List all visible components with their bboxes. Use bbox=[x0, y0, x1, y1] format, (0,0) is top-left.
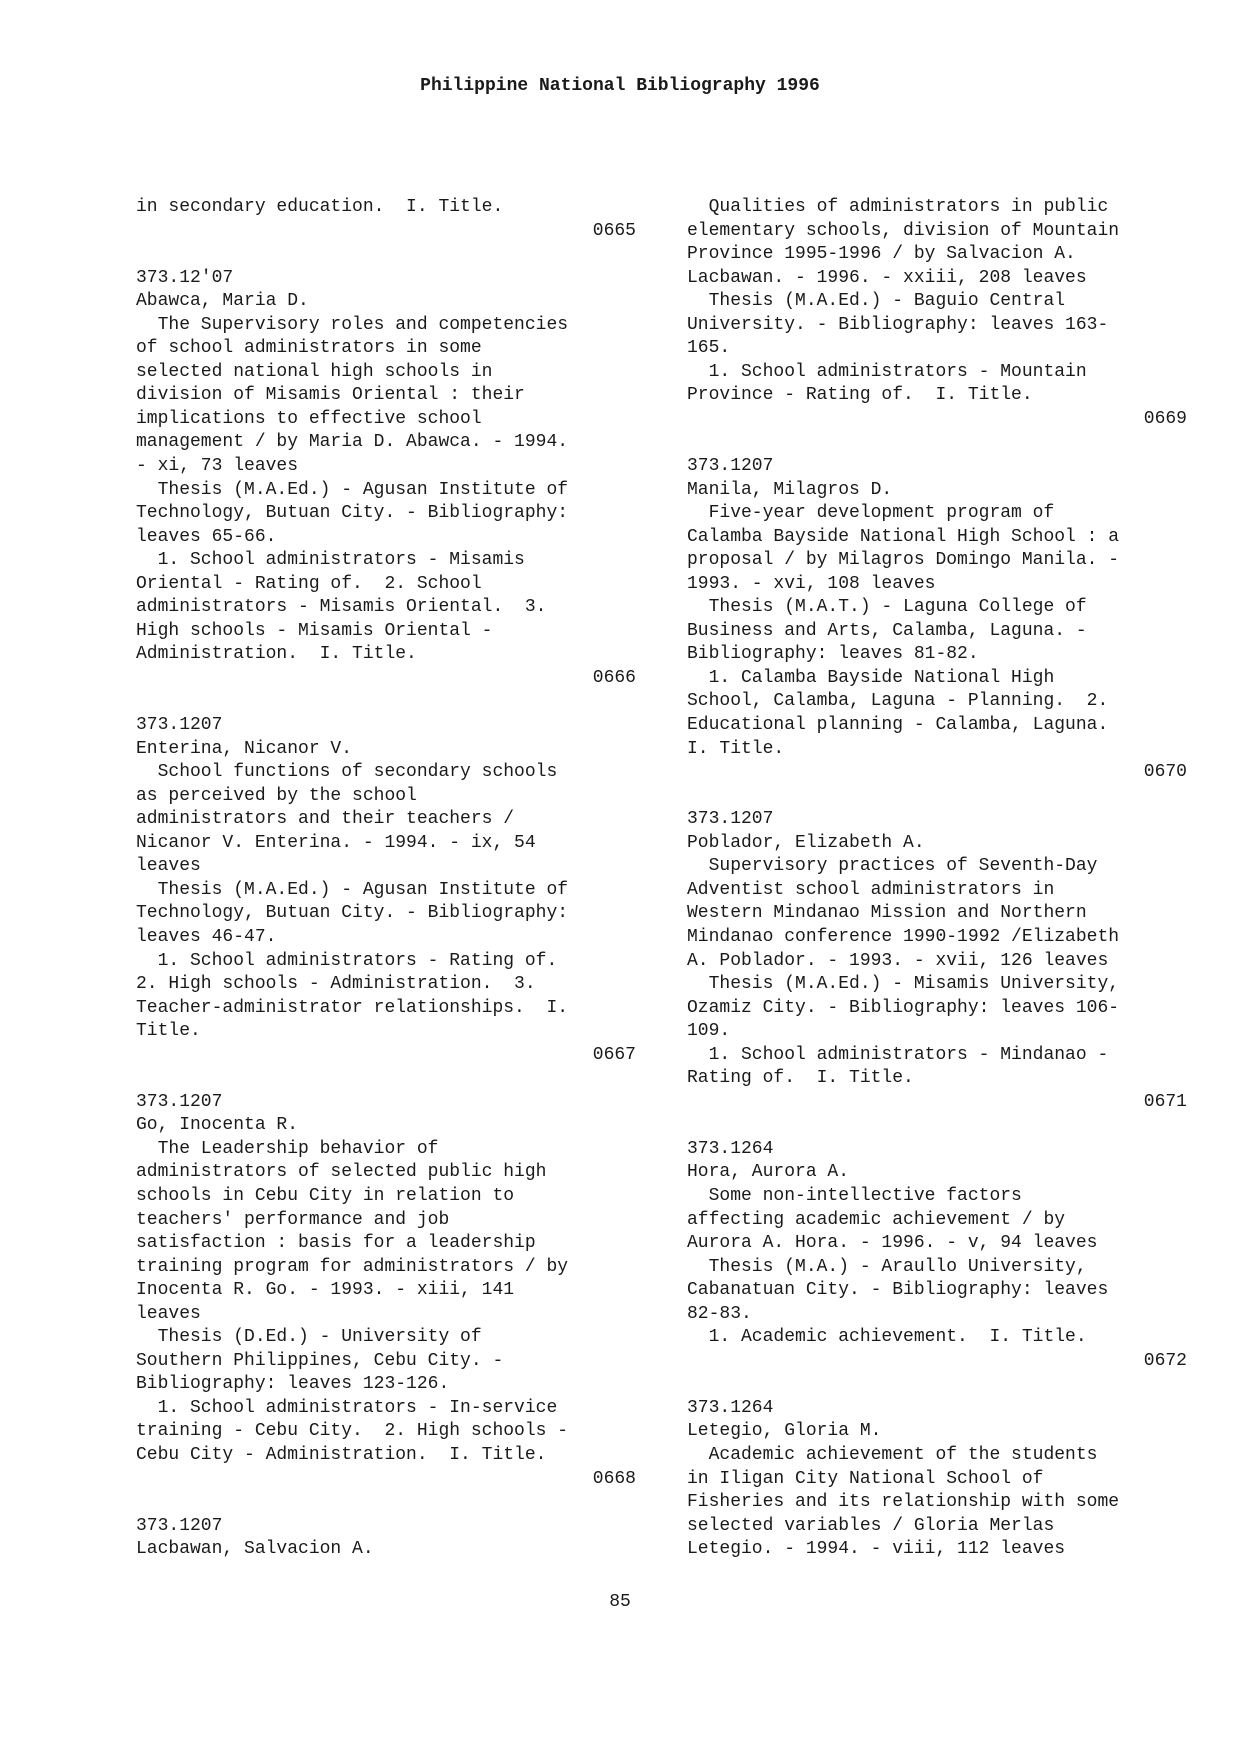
text-line: implications to effective school bbox=[136, 408, 482, 429]
text-line: I. Title. bbox=[687, 738, 785, 759]
entry-number: 0667 bbox=[592, 1044, 636, 1065]
text-line: Province 1995-1996 / by Salvacion A. bbox=[687, 244, 1076, 265]
text-line: School functions of secondary schools bbox=[136, 762, 558, 783]
entry-number: 0669 bbox=[1143, 408, 1187, 429]
text-line: Thesis (M.A.Ed.) - Baguio Central bbox=[687, 291, 1066, 312]
entry-number: 0665 bbox=[592, 220, 636, 241]
text-line: affecting academic achievement / by bbox=[687, 1209, 1066, 1230]
text-line: leaves 65-66. bbox=[136, 526, 277, 547]
text-line: Bibliography: leaves 123-126. bbox=[136, 1374, 450, 1395]
text-line: satisfaction : basis for a leadership bbox=[136, 1233, 536, 1254]
text-line: Inocenta R. Go. - 1993. - xiii, 141 bbox=[136, 1280, 515, 1301]
text-line: training program for administrators / by bbox=[136, 1256, 569, 1277]
text-line: administrators and their teachers / bbox=[136, 809, 515, 830]
blank-line bbox=[687, 785, 1187, 809]
blank-line bbox=[136, 1491, 636, 1515]
page-number: 85 bbox=[609, 1592, 631, 1612]
text-line: School, Calamba, Laguna - Planning. 2. bbox=[687, 691, 1109, 712]
right-column bbox=[687, 196, 1187, 1562]
text-line: schools in Cebu City in relation to bbox=[136, 1185, 515, 1206]
text-line: Cabanatuan City. - Bibliography: leaves bbox=[687, 1280, 1109, 1301]
text-line: training - Cebu City. 2. High schools - bbox=[136, 1421, 569, 1442]
left-column bbox=[136, 196, 636, 1562]
text-line: administrators - Misamis Oriental. 3. bbox=[136, 597, 547, 618]
text-line: Five-year development program of bbox=[687, 503, 1055, 524]
blank-line bbox=[136, 690, 636, 714]
text-line: selected national high schools in bbox=[136, 361, 493, 382]
entry-number: 0670 bbox=[1143, 762, 1187, 783]
text-line: leaves bbox=[136, 856, 201, 877]
text-line: 1. School administrators - In-service bbox=[136, 1397, 558, 1418]
text-line: Technology, Butuan City. - Bibliography: bbox=[136, 903, 569, 924]
blank-line bbox=[687, 431, 1187, 455]
text-line: Manila, Milagros D. bbox=[687, 479, 893, 500]
text-line: The Leadership behavior of bbox=[136, 1138, 439, 1159]
text-line: leaves 46-47. bbox=[136, 926, 277, 947]
text-line: 373.1207 bbox=[136, 1515, 223, 1536]
text-line: Business and Arts, Calamba, Laguna. - bbox=[687, 620, 1087, 641]
text-line: Educational planning - Calamba, Laguna. bbox=[687, 715, 1109, 736]
text-line: division of Misamis Oriental : their bbox=[136, 385, 525, 406]
text-line: Lacbawan, Salvacion A. bbox=[136, 1539, 374, 1560]
text-line: 1. School administrators - Rating of. bbox=[136, 950, 558, 971]
text-line: Hora, Aurora A. bbox=[687, 1162, 850, 1183]
text-line: Ozamiz City. - Bibliography: leaves 106- bbox=[687, 997, 1120, 1018]
text-line: leaves bbox=[136, 1303, 201, 1324]
text-line: Nicanor V. Enterina. - 1994. - ix, 54 bbox=[136, 832, 536, 853]
text-line: 373.1207 bbox=[687, 809, 774, 830]
text-line: Qualities of administrators in public bbox=[687, 197, 1109, 217]
text-line: as perceived by the school bbox=[136, 785, 417, 806]
text-line: 2. High schools - Administration. 3. bbox=[136, 974, 536, 995]
text-line: Academic achievement of the students bbox=[687, 1444, 1098, 1465]
text-line: 373.12'07 bbox=[136, 267, 234, 288]
text-line: 373.1207 bbox=[136, 715, 223, 736]
text-line: 109. bbox=[687, 1021, 731, 1042]
text-line: 373.1207 bbox=[687, 456, 774, 477]
entry-number: 0668 bbox=[592, 1468, 636, 1489]
text-line: The Supervisory roles and competencies bbox=[136, 314, 569, 335]
text-line: 165. bbox=[687, 338, 731, 359]
text-line: Enterina, Nicanor V. bbox=[136, 738, 353, 759]
text-line: Title. bbox=[136, 1021, 201, 1042]
text-line: Some non-intellective factors bbox=[687, 1185, 1022, 1206]
text-line: Rating of. I. Title. bbox=[687, 1068, 914, 1089]
text-line: 1. School administrators - Misamis bbox=[136, 550, 525, 571]
text-line: 1. Academic achievement. I. Title. bbox=[687, 1327, 1087, 1348]
blank-line bbox=[687, 1373, 1187, 1397]
text-line: Adventist school administrators in bbox=[687, 879, 1055, 900]
text-line: Province - Rating of. I. Title. bbox=[687, 385, 1033, 406]
text-line: Thesis (D.Ed.) - University of bbox=[136, 1327, 482, 1348]
blank-line bbox=[687, 1114, 1187, 1138]
page-header: Philippine National Bibliography 1996 bbox=[420, 76, 820, 96]
text-line: Thesis (M.A.Ed.) - Misamis University, bbox=[687, 974, 1120, 995]
text-line: Cebu City - Administration. I. Title. bbox=[136, 1444, 547, 1465]
text-line: Bibliography: leaves 81-82. bbox=[687, 644, 979, 665]
text-line: Letegio, Gloria M. bbox=[687, 1421, 882, 1442]
text-line: in Iligan City National School of bbox=[687, 1468, 1044, 1489]
text-line: - xi, 73 leaves bbox=[136, 456, 299, 477]
text-line: Calamba Bayside National High School : a bbox=[687, 526, 1120, 547]
text-line: 1. Calamba Bayside National High bbox=[687, 667, 1055, 688]
text-line: Teacher-administrator relationships. I. bbox=[136, 997, 569, 1018]
text-line: in secondary education. I. Title. bbox=[136, 197, 504, 217]
text-line: High schools - Misamis Oriental - bbox=[136, 620, 493, 641]
text-line: Oriental - Rating of. 2. School bbox=[136, 573, 482, 594]
text-line: 1. School administrators - Mindanao - bbox=[687, 1044, 1109, 1065]
text-line: of school administrators in some bbox=[136, 338, 482, 359]
text-line: Thesis (M.A.Ed.) - Agusan Institute of bbox=[136, 479, 569, 500]
text-line: Thesis (M.A.Ed.) - Agusan Institute of bbox=[136, 879, 569, 900]
text-line: Fisheries and its relationship with some bbox=[687, 1492, 1120, 1513]
text-line: Mindanao conference 1990-1992 /Elizabeth bbox=[687, 926, 1120, 947]
text-line: 1. School administrators - Mountain bbox=[687, 361, 1087, 382]
text-line: elementary schools, division of Mountain bbox=[687, 220, 1120, 241]
text-line: teachers' performance and job bbox=[136, 1209, 450, 1230]
text-line: Western Mindanao Mission and Northern bbox=[687, 903, 1087, 924]
text-line: administrators of selected public high bbox=[136, 1162, 547, 1183]
text-line: 373.1207 bbox=[136, 1091, 223, 1112]
text-line: Technology, Butuan City. - Bibliography: bbox=[136, 503, 569, 524]
text-line: Lacbawan. - 1996. - xxiii, 208 leaves bbox=[687, 267, 1087, 288]
text-line: Letegio. - 1994. - viii, 112 leaves bbox=[687, 1539, 1066, 1560]
text-line: 1993. - xvi, 108 leaves bbox=[687, 573, 936, 594]
text-line: Aurora A. Hora. - 1996. - v, 94 leaves bbox=[687, 1233, 1098, 1254]
text-line: 373.1264 bbox=[687, 1397, 774, 1418]
text-line: management / by Maria D. Abawca. - 1994. bbox=[136, 432, 569, 453]
blank-line bbox=[136, 243, 636, 267]
text-line: Abawca, Maria D. bbox=[136, 291, 309, 312]
text-line: 82-83. bbox=[687, 1303, 752, 1324]
entry-number: 0666 bbox=[592, 667, 636, 688]
text-line: Thesis (M.A.) - Araullo University, bbox=[687, 1256, 1087, 1277]
text-line: Administration. I. Title. bbox=[136, 644, 417, 665]
text-line: A. Poblador. - 1993. - xvii, 126 leaves bbox=[687, 950, 1109, 971]
text-line: Poblador, Elizabeth A. bbox=[687, 832, 925, 853]
text-line: University. - Bibliography: leaves 163- bbox=[687, 314, 1109, 335]
blank-line bbox=[136, 1067, 636, 1091]
text-line: Thesis (M.A.T.) - Laguna College of bbox=[687, 597, 1087, 618]
entry-number: 0671 bbox=[1143, 1091, 1187, 1112]
entry-number: 0672 bbox=[1143, 1350, 1187, 1371]
text-line: 373.1264 bbox=[687, 1138, 774, 1159]
text-line: Supervisory practices of Seventh-Day bbox=[687, 856, 1098, 877]
text-line: proposal / by Milagros Domingo Manila. - bbox=[687, 550, 1120, 571]
text-line: Go, Inocenta R. bbox=[136, 1115, 299, 1136]
text-line: Southern Philippines, Cebu City. - bbox=[136, 1350, 504, 1371]
text-line: selected variables / Gloria Merlas bbox=[687, 1515, 1055, 1536]
